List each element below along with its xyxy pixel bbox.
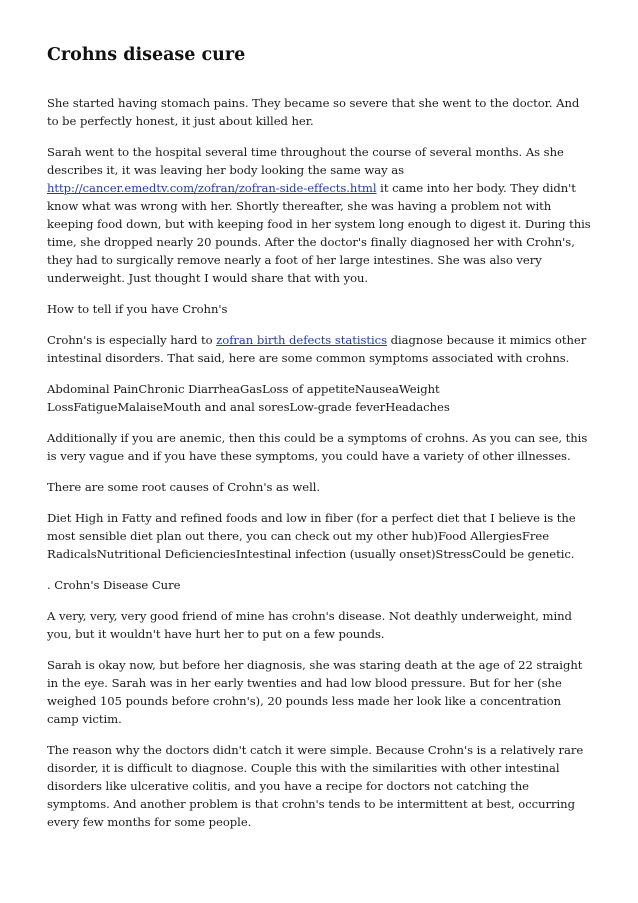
zofran-side-effects-link[interactable]: http://cancer.emedtv.com/zofran/zofran-side-effects.html — [47, 181, 377, 195]
paragraph-hospital-text-start: Sarah went to the hospital several time throughout the course of several months. As she describes it, it was leaving her body looking the same way as — [47, 145, 564, 177]
paragraph-how-to-tell: How to tell if you have Crohn's — [47, 302, 228, 316]
paragraph-diagnosis — [47, 331, 593, 367]
zofran-birth-defects-link[interactable]: zofran birth defects statistics — [216, 333, 387, 347]
paragraph-hospital — [47, 143, 593, 287]
paragraph-friend: A very, very, very good friend of mine has crohn's disease. Not deathly underweight, mind you, but it wouldn't have hurt her to put on a few pounds. — [47, 609, 572, 641]
paragraph-sarah: Sarah is okay now, but before her diagnosis, she was staring death at the age of 22 straight in the eye. Sarah was in her early twenties and had low blood pressure. But for her (she weighed 105 pounds before crohn's), 20 pounds less made her look like a concentration camp victim. — [47, 658, 583, 726]
paragraph-root-causes: There are some root causes of Crohn's as well. — [47, 480, 321, 494]
paragraph-reason: The reason why the doctors didn't catch it were simple. Because Crohn's is a relatively rare disorder, it is difficult to diagnose. Couple this with the similarities with other intestinal disorders like ulcerative colitis, and you have a recipe for doctors not catching the symptoms. And another problem is that crohn's tends to be intermittent at best, occurring every few months for some people. — [47, 743, 584, 829]
paragraph-intro: She started having stomach pains. They became so severe that she went to the doctor. And to be perfectly honest, it just about killed her. — [47, 96, 580, 128]
paragraph-diagnosis-text-start: Crohn's is especially hard to — [47, 333, 217, 347]
paragraph-causes-list: Diet High in Fatty and refined foods and low in fiber (for a perfect diet that I believe is the most sensible diet plan out there, you can check out my other hub)Food AllergiesFree RadicalsNutritional DeficienciesIntestinal infection (usually onset)StressCould be genetic. — [47, 511, 576, 561]
document-page — [47, 44, 593, 844]
paragraph-symptoms: Abdominal PainChronic DiarrheaGasLoss of appetiteNauseaWeight LossFatigueMalaiseMouth and anal soresLow-grade feverHeadaches — [47, 382, 450, 414]
page-title: Crohns disease cure — [47, 45, 246, 65]
paragraph-cure-heading: . Crohn's Disease Cure — [47, 578, 181, 592]
paragraph-anemic: Additionally if you are anemic, then this could be a symptoms of crohns. As you can see, this is very vague and if you have these symptoms, you could have a variety of other illnesses. — [47, 431, 588, 463]
paragraph-diagnosis-text-end: diagnose because it mimics other intestinal disorders. That said, here are some common symptoms associated with crohns. — [47, 333, 587, 365]
paragraph-hospital-text-end: it came into her body. They didn't know what was wrong with her. Shortly thereafter, she was having a problem not with keeping food down, but with keeping food in her system long enough to digest it. During this time, she dropped nearly 20 pounds. After the doctor's finally diagnosed her with Crohn's, they had to surgically remove nearly a foot of her large intestines. She was also very underweight. Just thought I would share that with you. — [47, 181, 591, 285]
